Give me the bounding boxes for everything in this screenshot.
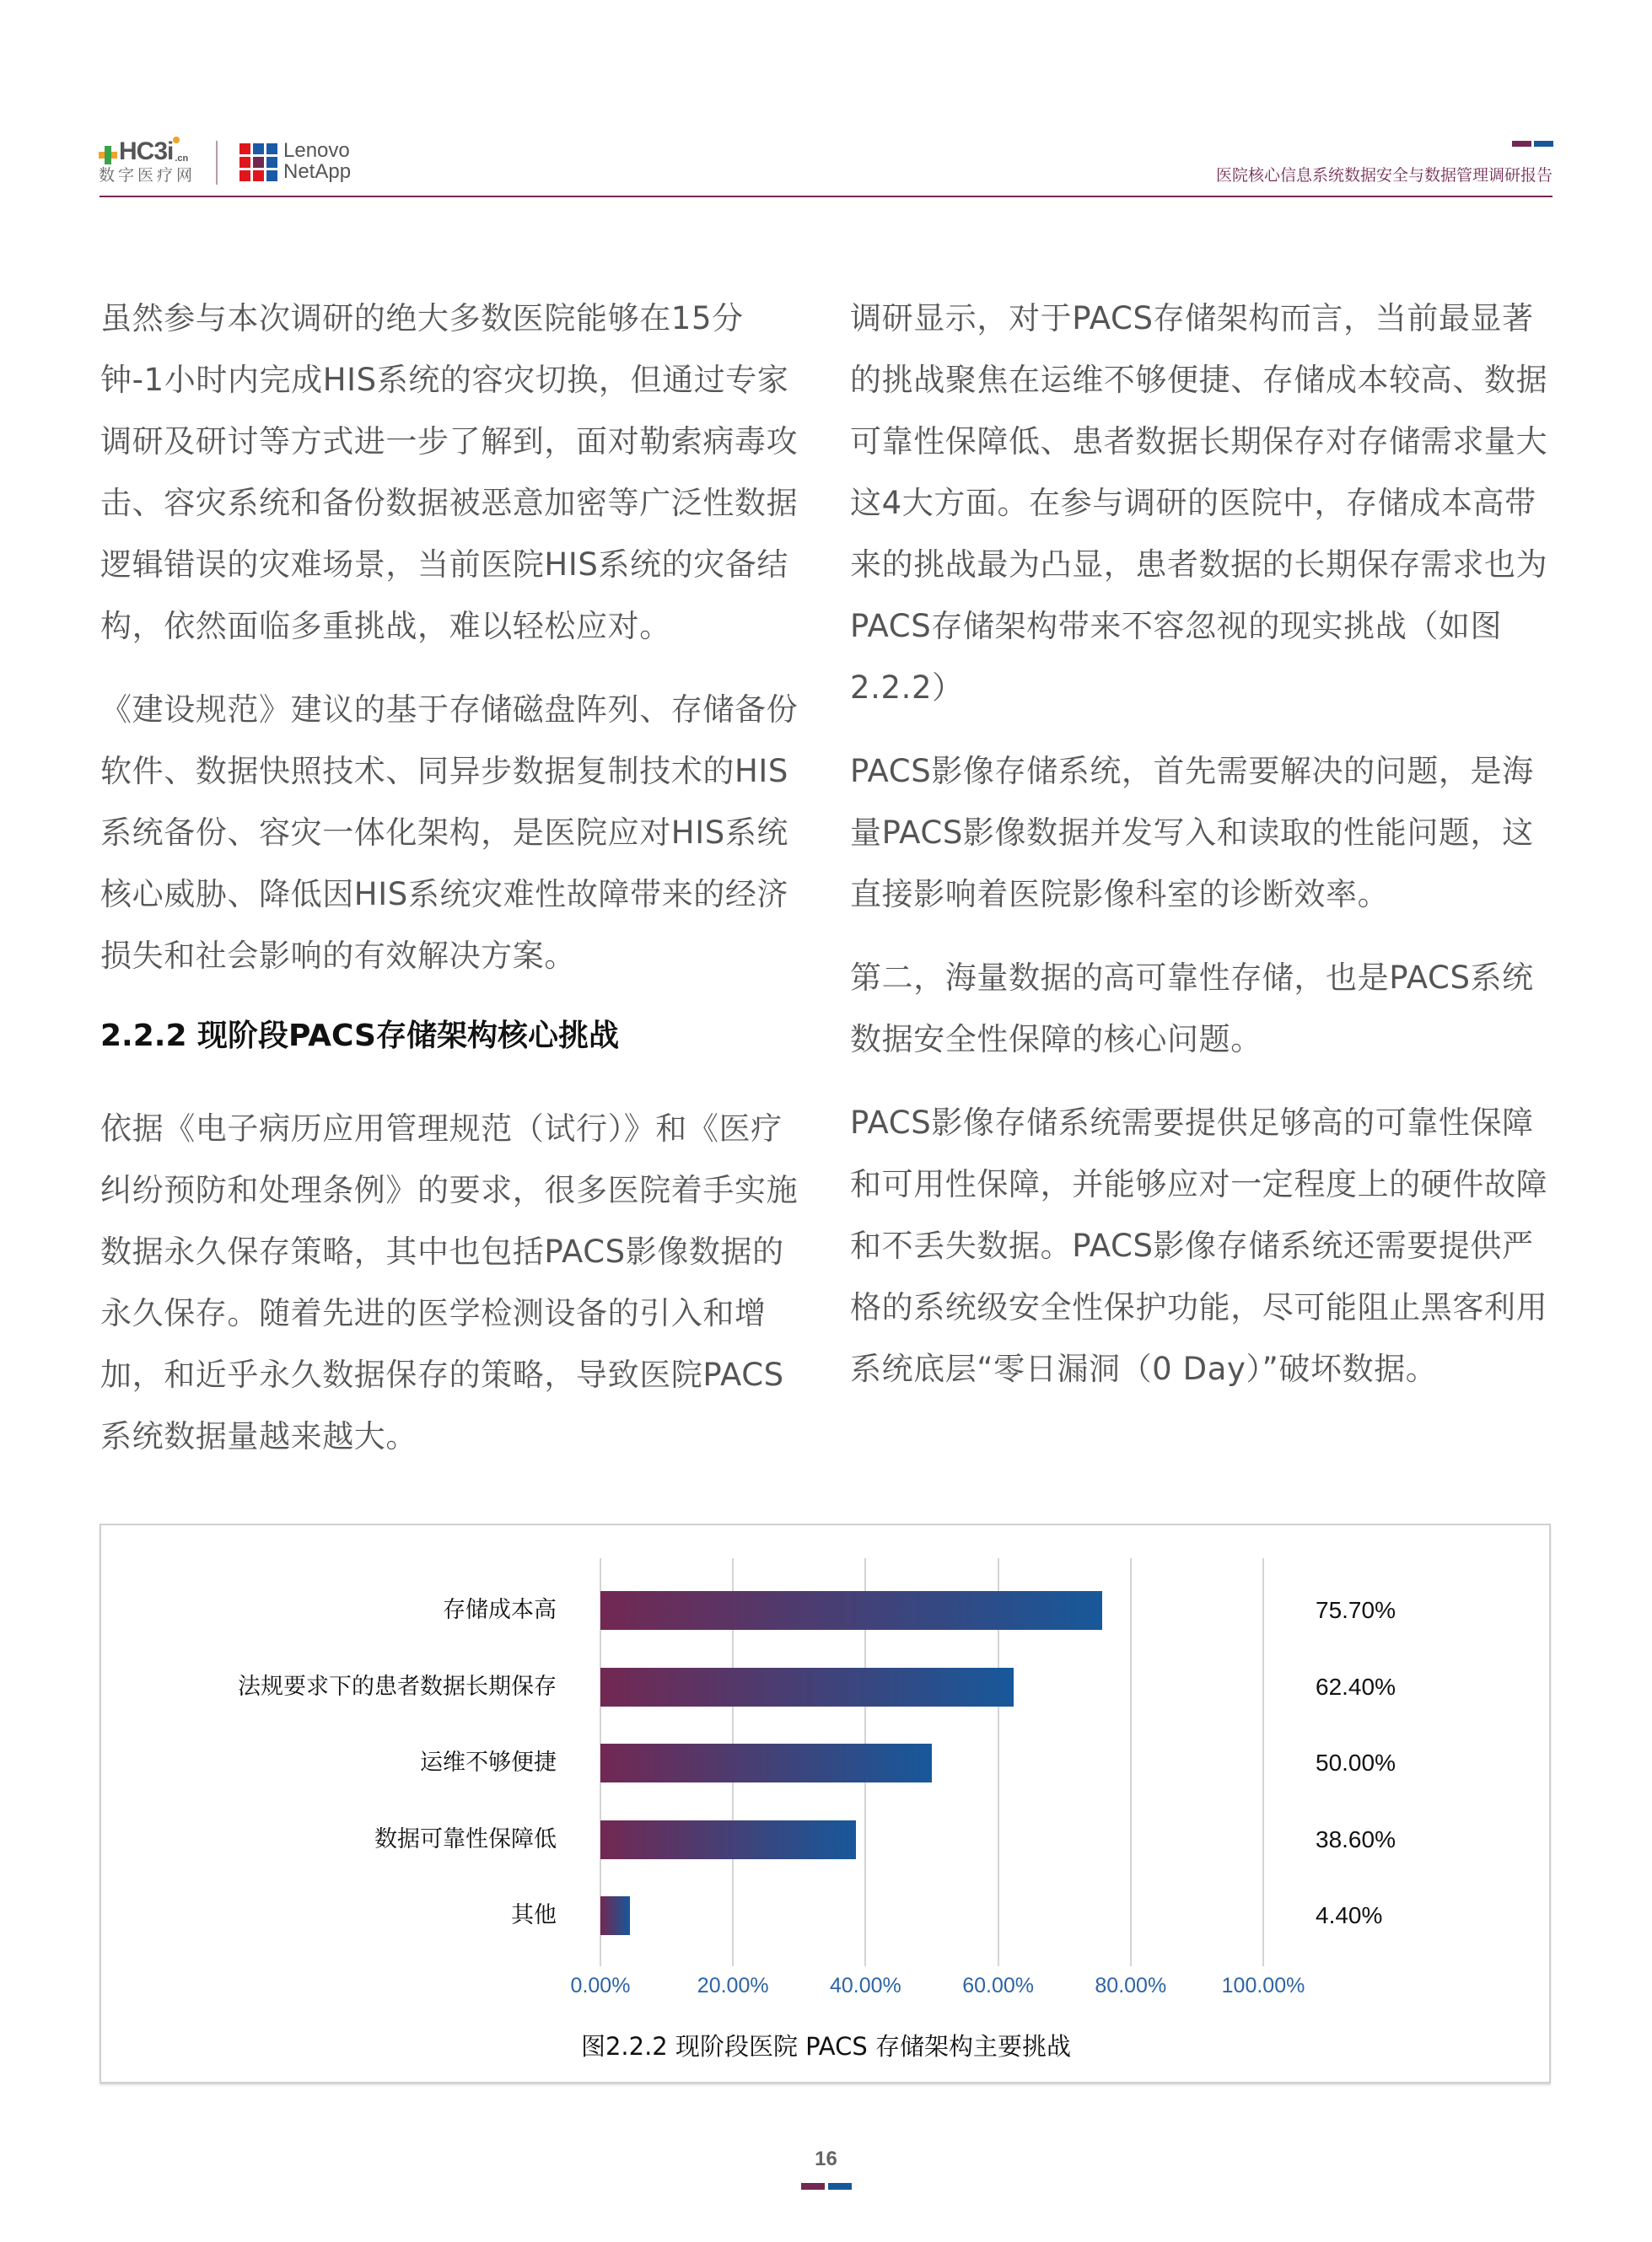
footer-accent-mark-secondary	[828, 2183, 852, 2190]
gridline	[1130, 1558, 1132, 1966]
logo-grid-cell	[239, 157, 250, 168]
logo-dot-icon	[173, 137, 180, 143]
hc3i-logo-subtitle: 数字医疗网	[99, 166, 196, 185]
logo-grid-cell	[239, 170, 250, 181]
footer-accent-mark-primary	[801, 2183, 825, 2190]
category-label: 运维不够便捷	[420, 1750, 557, 1776]
body-paragraph: 调研显示，对于PACS存储架构而言，当前最显著的挑战聚焦在运维不够便捷、存储成本较高、数据可靠性保障低、患者数据长期保存对存储需求量大这4大方面。在参与调研的医院中，存储成本高带来的挑战最为凸显，患者数据的长期保存需求也为PACS存储架构带来不容忽视的现实挑战（如图2.2.2）	[850, 300, 1548, 706]
logo-grid-cell	[253, 170, 264, 181]
logo-line-lenovo: Lenovo	[283, 139, 350, 162]
logo-grid-cell	[253, 157, 264, 168]
bar	[600, 1896, 630, 1935]
logo-grid-cell	[253, 143, 264, 154]
x-tick-label: 80.00%	[1095, 1974, 1167, 1997]
logo-line-netapp: NetApp	[283, 160, 352, 183]
section-heading: 2.2.2 现阶段PACS存储架构核心挑战	[100, 1019, 619, 1053]
x-tick-label: 40.00%	[829, 1974, 901, 1997]
logo-grid-cell	[266, 170, 277, 181]
x-tick-label: 20.00%	[697, 1974, 769, 1997]
lenovo-netapp-grid-icon	[239, 143, 277, 181]
body-paragraph: PACS影像存储系统，首先需要解决的问题，是海量PACS影像数据并发写入和读取的性能问题，这直接影响着医院影像科室的诊断效率。	[850, 753, 1534, 912]
right-column	[850, 288, 1555, 1400]
body-paragraph: 第二，海量数据的高可靠性存储，也是PACS系统数据安全性保障的核心问题。	[850, 960, 1534, 1057]
gridline	[1262, 1558, 1264, 1966]
header-accent-mark-primary	[1512, 141, 1531, 147]
category-label: 法规要求下的患者数据长期保存	[238, 1673, 557, 1700]
lenovo-netapp-logo-text	[283, 140, 351, 182]
body-paragraph: PACS影像存储系统需要提供足够高的可靠性保障和可用性保障，并能够应对一定程度上的硬件故障和不丢失数据。PACS影像存储系统还需要提供严格的系统级安全性保护功能，尽可能阻止黑客利用系统底层“零日漏洞（0 Day）”破坏数据。	[850, 1105, 1548, 1387]
bar	[600, 1820, 856, 1859]
chart-caption: 图2.2.2 现阶段医院 PACS 存储架构主要挑战	[580, 2032, 1072, 2061]
logo-divider	[216, 141, 218, 185]
bar	[600, 1591, 1102, 1630]
body-paragraph: 《建设规范》建议的基于存储磁盘阵列、存储备份软件、数据快照技术、同异步数据复制技术的HIS系统备份、容灾一体化架构，是医院应对HIS系统核心威胁、降低因HIS系统灾难性故障带来的经济损失和社会影响的有效解决方案。	[100, 691, 799, 974]
x-tick-label: 60.00%	[962, 1974, 1034, 1997]
body-paragraph: 依据《电子病历应用管理规范（试行）》和《医疗纠纷预防和处理条例》的要求，很多医院着手实施数据永久保存策略，其中也包括PACS影像数据的永久保存。随着先进的医学检测设备的引入和增加，和近乎永久数据保存的策略，导致医院PACS系统数据量越来越大。	[100, 1110, 799, 1454]
x-tick-label: 100.00%	[1221, 1974, 1305, 1997]
value-label: 4.40%	[1316, 1902, 1383, 1928]
header-accent-mark-secondary	[1534, 141, 1553, 147]
hc3i-logo	[99, 139, 198, 185]
bar	[600, 1668, 1014, 1707]
x-tick-label: 0.00%	[570, 1974, 631, 1997]
value-label: 38.60%	[1316, 1825, 1396, 1852]
category-label: 其他	[511, 1902, 557, 1928]
report-title: 医院核心信息系统数据安全与数据管理调研报告	[1215, 166, 1552, 185]
hc3i-logo-suffix: .cn	[175, 153, 189, 164]
logo-grid-cell	[239, 143, 250, 154]
value-label: 75.70%	[1316, 1597, 1396, 1623]
medical-cross-icon	[99, 146, 117, 164]
value-label: 50.00%	[1316, 1750, 1396, 1776]
logo-grid-cell	[266, 157, 277, 168]
category-label: 存储成本高	[443, 1597, 557, 1623]
page-number: 16	[815, 2148, 837, 2170]
category-label: 数据可靠性保障低	[374, 1825, 557, 1852]
hc3i-logo-word: HC3i	[119, 137, 174, 165]
value-label: 62.40%	[1316, 1673, 1396, 1700]
left-column	[100, 288, 805, 1467]
body-paragraph: 虽然参与本次调研的绝大多数医院能够在15分钟-1小时内完成HIS系统的容灾切换，但通过专家调研及研讨等方式进一步了解到，面对勒索病毒攻击、容灾系统和备份数据被恶意加密等广泛性数据逻辑错误的灾难场景，当前医院HIS系统的灾备结构，依然面临多重挑战，难以轻松应对。	[100, 300, 799, 644]
bar	[600, 1744, 932, 1782]
logo-grid-cell	[266, 143, 277, 154]
header-divider	[100, 196, 1552, 197]
